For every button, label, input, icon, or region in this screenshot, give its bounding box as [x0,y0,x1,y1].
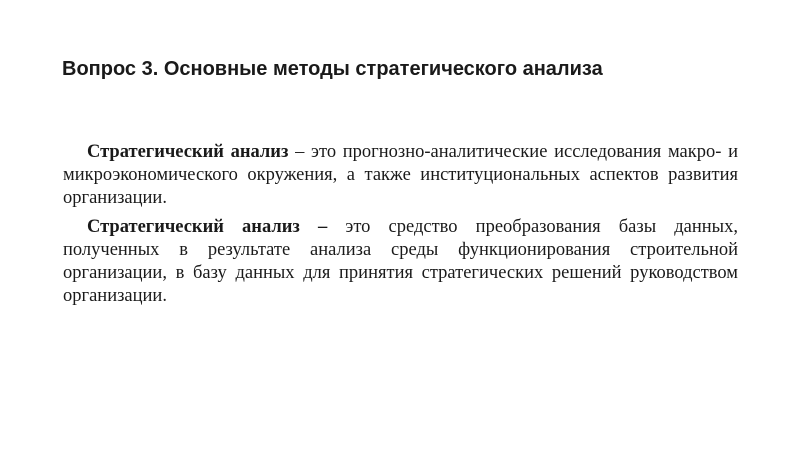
slide-body [63,141,738,314]
definition-term: Стратегический анализ – [87,217,328,237]
definition-text: – это прогнозно-аналитические исследования макро- и микроэкономического окружения, а также институциональных аспектов развития организации. [63,142,739,208]
definition-paragraph-2 [63,216,738,308]
definition-paragraph-1 [63,141,738,210]
slide-title: Вопрос 3. Основные методы стратегического анализа [62,58,603,80]
definition-term: Стратегический анализ [87,142,289,162]
definition-text: это средство преобразования базы данных, полученных в результате анализа среды функционирования строительной организации, в базу данных для принятия стратегических решений руководством организации. [63,217,738,306]
